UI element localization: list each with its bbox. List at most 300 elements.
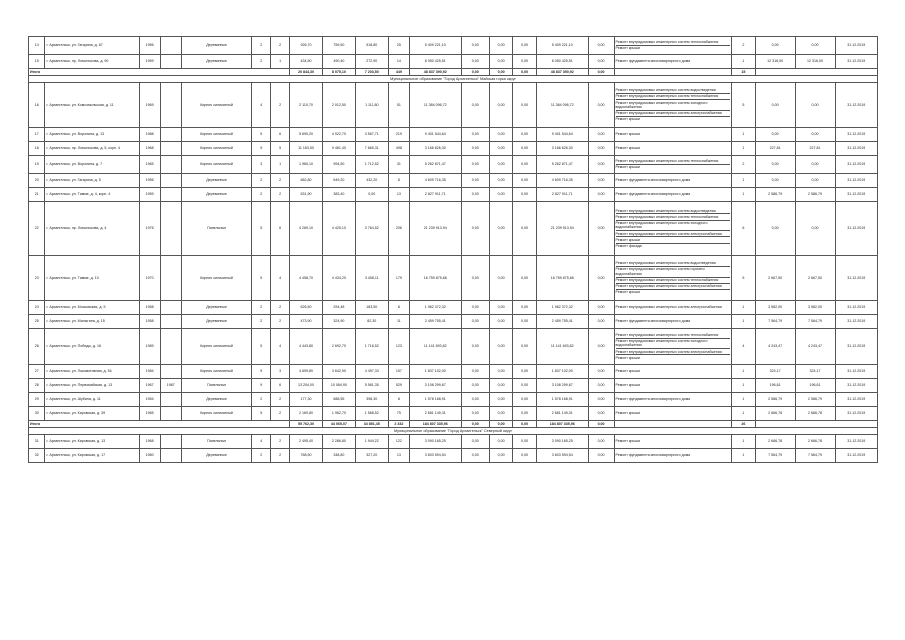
work-type-item: Ремонт крыши [615, 439, 640, 444]
year-built-cell: 1965 [139, 156, 160, 174]
completion-date-cell: 31.12.2019 [835, 55, 877, 69]
work-types-cell [614, 202, 732, 256]
year-renovated-cell [160, 449, 181, 463]
work-type-item: Ремонт крыши [615, 117, 640, 122]
year-renovated-cell [160, 315, 181, 329]
fund-cost-cell: 0,00 [461, 156, 489, 174]
owners-funds-cell: 16 759 875,66 [536, 256, 588, 301]
private-area-cell: 272,90 [355, 55, 388, 69]
work-type-item: Ремонт внутридомовых инженерных систем холодного водоснабжения [616, 100, 731, 111]
year-built-cell: 1970 [139, 256, 160, 301]
unit-cost-cell: 324,17 [755, 365, 795, 379]
work-type-item: Ремонт внутридомовых инженерных систем холодного водоснабжения [616, 339, 731, 350]
entrances-cell: 6 [271, 128, 290, 142]
work-type-item: Ремонт внутридомовых инженерных систем теплоснабжения [616, 159, 731, 165]
fund-cost-cell: 0,00 [461, 393, 489, 407]
completion-date-cell: 31.12.2019 [835, 365, 877, 379]
private-area-cell: 0,00 [355, 188, 388, 202]
regional-budget-cell: 0,00 [489, 83, 513, 128]
other-funds-cell: 0,00 [588, 142, 614, 156]
wall-material-cell: Кирпич силикатный [181, 329, 252, 365]
living-area-cell: 4 922,70 [322, 128, 355, 142]
work-type-item: Ремонт внутридомовых инженерных систем электроснабжения [616, 111, 731, 117]
max-unit-cost-cell: 12 316,00 [795, 55, 835, 69]
year-renovated-cell [160, 37, 181, 55]
municipality-title: Муниципальное образование "Город Архангельск" Северный округ [29, 428, 878, 435]
work-type-item: Ремонт фундамента многоквартирного дома [615, 59, 691, 64]
work-type-item: Ремонт крыши [615, 46, 640, 51]
total-area-cell: 2 495,40 [290, 435, 323, 449]
living-area-cell: 383,40 [322, 188, 355, 202]
wall-material-cell: Деревянные [181, 37, 252, 55]
total-empty-cell [755, 421, 877, 428]
completion-date-cell: 31.12.2019 [835, 407, 877, 421]
wall-material-cell: Кирпич силикатный [181, 128, 252, 142]
wall-material-cell: Кирпич силикатный [181, 83, 252, 128]
work-type-item: Ремонт фундамента многоквартирного дома [615, 319, 691, 324]
entrances-cell: 2 [271, 174, 290, 188]
wall-material-cell: Кирпич силикатный [181, 407, 252, 421]
other-funds-cell: 0,00 [588, 315, 614, 329]
completion-date-cell: 31.12.2019 [835, 83, 877, 128]
work-type-item: Ремонт крыши [615, 383, 640, 388]
unit-cost-cell: 227,81 [755, 142, 795, 156]
max-unit-cost-cell: 2 667,50 [795, 256, 835, 301]
owners-funds-cell: 11 384 096,72 [536, 83, 588, 128]
total-cost-cell: 3 090 165,25 [409, 435, 461, 449]
local-budget-cell: 0,00 [513, 315, 537, 329]
regional-budget-cell: 0,00 [489, 55, 513, 69]
row-number: 15 [29, 55, 45, 69]
table-row [29, 55, 878, 69]
address-cell: г. Архангельск, ул. Локомотивная, д. 54 [45, 365, 139, 379]
living-area-cell: 759,50 [322, 37, 355, 55]
unit-cost-cell: 12 316,00 [755, 55, 795, 69]
fund-cost-cell: 0,00 [461, 202, 489, 256]
fund-cost-cell: 0,00 [461, 329, 489, 365]
work-count-cell: 5 [732, 83, 756, 128]
work-types-cell [614, 55, 732, 69]
unit-cost-cell: 2 667,50 [755, 256, 795, 301]
total-d-cell: 2 332 [388, 421, 409, 428]
entrances-cell: 2 [271, 407, 290, 421]
regional-budget-cell: 0,00 [489, 156, 513, 174]
work-type-item: Ремонт крыши [615, 165, 640, 170]
other-funds-cell: 0,00 [588, 449, 614, 463]
work-types-cell [614, 379, 732, 393]
work-count-cell: 1 [732, 435, 756, 449]
private-area-cell: 1 111,80 [355, 83, 388, 128]
local-budget-cell: 0,00 [513, 393, 537, 407]
work-types-cell [614, 365, 732, 379]
regional-budget-cell: 0,00 [489, 435, 513, 449]
residents-cell: 11 [388, 315, 409, 329]
total-f-cell: 0,00 [461, 69, 489, 76]
living-area-cell: 4 425,10 [322, 202, 355, 256]
private-area-cell: 4 497,33 [355, 365, 388, 379]
year-built-cell: 1965 [139, 407, 160, 421]
living-area-cell: 2 286,80 [322, 435, 355, 449]
work-type-item: Ремонт внутридомовых инженерных систем водоотведения [616, 261, 731, 267]
address-cell: г. Архангельск, ул. Тимме, д. 4, корп. 4 [45, 188, 139, 202]
floors-cell: 5 [252, 407, 271, 421]
fund-cost-cell: 0,00 [461, 315, 489, 329]
fund-cost-cell: 0,00 [461, 301, 489, 315]
address-cell: г. Архангельск, пр. Ломоносова, д. 5, корп. 4 [45, 142, 139, 156]
regional-budget-cell: 0,00 [489, 393, 513, 407]
municipality-row [29, 428, 878, 435]
residents-cell: 219 [388, 128, 409, 142]
completion-date-cell: 31.12.2019 [835, 379, 877, 393]
floors-cell: 5 [252, 128, 271, 142]
total-f-cell: 0,00 [461, 421, 489, 428]
other-funds-cell: 0,00 [588, 365, 614, 379]
max-unit-cost-cell: 227,81 [795, 142, 835, 156]
regional-budget-cell: 0,00 [489, 301, 513, 315]
total-cost-cell: 3 108 299,67 [409, 379, 461, 393]
work-type-item: Ремонт внутридомовых инженерных систем теплоснабжения [616, 214, 731, 220]
residents-cell: 13 [388, 188, 409, 202]
owners-funds-cell: 2 827 911,71 [536, 188, 588, 202]
completion-date-cell: 31.12.2019 [835, 256, 877, 301]
total-cost-cell: 4 609 716,35 [409, 174, 461, 188]
work-types-cell [614, 174, 732, 188]
work-types-cell [614, 128, 732, 142]
table-row [29, 202, 878, 256]
table-row [29, 329, 878, 365]
private-area-cell: 398,30 [355, 393, 388, 407]
total-b-cell: 44 065,07 [322, 421, 355, 428]
year-renovated-cell [160, 202, 181, 256]
work-count-cell: 6 [732, 202, 756, 256]
private-area-cell: 3 567,71 [355, 128, 388, 142]
work-types-cell [614, 142, 732, 156]
address-cell: г. Архангельск, ул. Московская, д. 5 [45, 301, 139, 315]
row-number: 29 [29, 393, 45, 407]
row-number: 30 [29, 407, 45, 421]
row-number: 31 [29, 435, 45, 449]
entrances-cell: 2 [271, 83, 290, 128]
year-built-cell: 1968 [139, 142, 160, 156]
entrances-cell: 1 [271, 55, 290, 69]
work-count-cell: 1 [732, 379, 756, 393]
row-number: 19 [29, 156, 45, 174]
residents-cell: 13 [388, 449, 409, 463]
work-count-cell: 1 [732, 128, 756, 142]
fund-cost-cell: 0,00 [461, 188, 489, 202]
total-cost-cell: 16 759 875,66 [409, 256, 461, 301]
work-type-item: Ремонт внутридомовых инженерных систем теплоснабжения [616, 332, 731, 338]
row-number: 22 [29, 202, 45, 256]
total-area-cell: 473,90 [290, 315, 323, 329]
other-funds-cell: 0,00 [588, 37, 614, 55]
total-work-count-cell: 15 [732, 69, 756, 76]
total-cost-cell: 11 384 096,72 [409, 83, 461, 128]
other-funds-cell: 0,00 [588, 188, 614, 202]
total-area-cell: 13 254,00 [290, 379, 323, 393]
total-i-cell: 184 807 335,96 [536, 421, 588, 428]
total-cost-cell: 2 681 149,31 [409, 407, 461, 421]
table-row [29, 301, 878, 315]
completion-date-cell: 31.12.2019 [835, 393, 877, 407]
work-type-item: Ремонт фундамента многоквартирного дома [615, 453, 691, 458]
total-b-cell: 8 075,10 [322, 69, 355, 76]
work-count-cell: 1 [732, 142, 756, 156]
table-row [29, 365, 878, 379]
work-type-item: Ремонт внутридомовых инженерных систем горячего водоснабжения [616, 267, 731, 278]
total-area-cell: 4 699,80 [290, 365, 323, 379]
local-budget-cell: 0,00 [513, 156, 537, 174]
work-type-item: Ремонт фундамента многоквартирного дома [615, 192, 691, 197]
living-area-cell: 1 962,70 [322, 407, 355, 421]
floors-cell: 2 [252, 393, 271, 407]
unit-cost-cell: 7 564,79 [755, 315, 795, 329]
fund-cost-cell: 0,00 [461, 128, 489, 142]
local-budget-cell: 0,00 [513, 365, 537, 379]
fund-cost-cell: 0,00 [461, 365, 489, 379]
work-type-item: Ремонт фасада [615, 243, 642, 248]
year-built-cell: 1967 [139, 379, 160, 393]
unit-cost-cell: 4 243,47 [755, 329, 795, 365]
total-i-cell: 48 837 390,92 [536, 69, 588, 76]
entrances-cell: 2 [271, 301, 290, 315]
total-empty-cell [614, 421, 732, 428]
other-funds-cell: 0,00 [588, 256, 614, 301]
total-j-cell: 0,00 [588, 421, 614, 428]
residents-cell: 179 [388, 256, 409, 301]
total-g-cell: 0,00 [489, 421, 513, 428]
wall-material-cell: Кирпич силикатный [181, 156, 252, 174]
work-type-item: Ремонт внутридомовых инженерных систем водоотведения [616, 88, 731, 94]
residents-cell: 123 [388, 329, 409, 365]
owners-funds-cell: 2 681 149,31 [536, 407, 588, 421]
total-area-cell: 531,90 [290, 188, 323, 202]
total-cost-cell: 21 239 913,94 [409, 202, 461, 256]
floors-cell: 2 [252, 37, 271, 55]
work-count-cell: 1 [732, 301, 756, 315]
residents-cell: 51 [388, 83, 409, 128]
unit-cost-cell: 0,00 [755, 83, 795, 128]
total-cost-cell: 9 401 544,64 [409, 128, 461, 142]
living-area-cell: 9 461,40 [322, 142, 355, 156]
total-area-cell: 2 110,70 [290, 83, 323, 128]
address-cell: г. Архангельск, ул. Кировская, д. 39 [45, 407, 139, 421]
year-built-cell: 1959 [139, 55, 160, 69]
work-type-item: Ремонт внутридомовых инженерных систем электроснабжения [616, 349, 731, 355]
year-renovated-cell [160, 83, 181, 128]
other-funds-cell: 0,00 [588, 393, 614, 407]
living-area-cell: 10 084,90 [322, 379, 355, 393]
row-number: 28 [29, 379, 45, 393]
year-built-cell: 1960 [139, 449, 160, 463]
year-renovated-cell [160, 128, 181, 142]
row-number: 14 [29, 37, 45, 55]
fund-cost-cell: 0,00 [461, 83, 489, 128]
wall-material-cell: Панельные [181, 202, 252, 256]
completion-date-cell: 31.12.2019 [835, 142, 877, 156]
table-row [29, 379, 878, 393]
living-area-cell: 294,48 [322, 301, 355, 315]
year-renovated-cell [160, 365, 181, 379]
floors-cell: 2 [252, 188, 271, 202]
address-cell: г. Архангельск, ул. Кировская, д. 13 [45, 435, 139, 449]
entrances-cell: 2 [271, 315, 290, 329]
work-type-item: Ремонт крыши [615, 369, 640, 374]
wall-material-cell: Панельные [181, 435, 252, 449]
total-cost-cell: 2 459 755,41 [409, 315, 461, 329]
year-renovated-cell [160, 407, 181, 421]
other-funds-cell: 0,00 [588, 174, 614, 188]
max-unit-cost-cell: 2 586,79 [795, 393, 835, 407]
living-area-cell: 490,40 [322, 55, 355, 69]
fund-cost-cell: 0,00 [461, 55, 489, 69]
row-number: 21 [29, 188, 45, 202]
unit-cost-cell: 2 586,79 [755, 188, 795, 202]
floors-cell: 2 [252, 55, 271, 69]
row-number: 16 [29, 83, 45, 128]
year-built-cell: 1988 [139, 128, 160, 142]
address-cell: г. Архангельск, ул. Воронина, д. 13 [45, 128, 139, 142]
work-count-cell: 1 [732, 188, 756, 202]
completion-date-cell: 31.12.2019 [835, 315, 877, 329]
private-area-cell: 5 561,35 [355, 379, 388, 393]
table-row [29, 393, 878, 407]
work-types-cell [614, 37, 732, 55]
year-renovated-cell [160, 329, 181, 365]
year-built-cell: 1976 [139, 202, 160, 256]
total-a-cell: 20 844,30 [290, 69, 323, 76]
max-unit-cost-cell: 2 586,79 [795, 188, 835, 202]
year-renovated-cell [160, 301, 181, 315]
year-renovated-cell: 1987 [160, 379, 181, 393]
fund-cost-cell: 0,00 [461, 449, 489, 463]
fund-cost-cell: 0,00 [461, 142, 489, 156]
owners-funds-cell: 21 239 913,94 [536, 202, 588, 256]
local-budget-cell: 0,00 [513, 329, 537, 365]
entrances-cell: 6 [271, 202, 290, 256]
owners-funds-cell: 2 459 755,41 [536, 315, 588, 329]
owners-funds-cell: 11 141 693,82 [536, 329, 588, 365]
address-cell: г. Архангельск, ул. Тимме, д. 10 [45, 256, 139, 301]
total-d-cell: 449 [388, 69, 409, 76]
owners-funds-cell: 1 962 372,32 [536, 301, 588, 315]
regional-budget-cell: 0,00 [489, 379, 513, 393]
total-area-cell: 177,30 [290, 393, 323, 407]
work-count-cell: 1 [732, 174, 756, 188]
year-built-cell: 1959 [139, 188, 160, 202]
local-budget-cell: 0,00 [513, 142, 537, 156]
work-type-item: Ремонт внутридомовых инженерных систем водоотведения [616, 208, 731, 214]
private-area-cell: 518,80 [355, 37, 388, 55]
capital-repair-register-table [28, 36, 878, 463]
local-budget-cell: 0,00 [513, 174, 537, 188]
total-cost-cell: 2 827 911,71 [409, 188, 461, 202]
private-area-cell: 183,50 [355, 301, 388, 315]
work-count-cell: 4 [732, 329, 756, 365]
total-area-cell: 926,70 [290, 37, 323, 55]
entrances-cell: 1 [271, 156, 290, 174]
year-built-cell: 1956 [139, 37, 160, 55]
residents-cell: 8 [388, 301, 409, 315]
entrances-cell: 4 [271, 256, 290, 301]
unit-cost-cell: 2 586,79 [755, 393, 795, 407]
row-number: 27 [29, 365, 45, 379]
floors-cell: 3 [252, 156, 271, 174]
local-budget-cell: 0,00 [513, 188, 537, 202]
table-row [29, 435, 878, 449]
work-type-item: Ремонт внутридомовых инженерных систем теплоснабжения [616, 94, 731, 100]
regional-budget-cell: 0,00 [489, 37, 513, 55]
total-cost-cell: 5 409 221,10 [409, 37, 461, 55]
row-number: 26 [29, 329, 45, 365]
residents-cell: 14 [388, 55, 409, 69]
fund-cost-cell: 0,00 [461, 379, 489, 393]
work-count-cell: 1 [732, 393, 756, 407]
work-count-cell: 1 [732, 55, 756, 69]
floors-cell: 4 [252, 83, 271, 128]
other-funds-cell: 0,00 [588, 301, 614, 315]
living-area-cell: 2 692,70 [322, 329, 355, 365]
address-cell: г. Архангельск, ул. Победы, д. 16 [45, 329, 139, 365]
year-built-cell: 1984 [139, 365, 160, 379]
total-area-cell: 434,50 [290, 55, 323, 69]
owners-funds-cell: 3 108 299,67 [536, 379, 588, 393]
floors-cell: 5 [252, 256, 271, 301]
completion-date-cell: 31.12.2019 [835, 435, 877, 449]
table-row [29, 449, 878, 463]
living-area-cell: 649,20 [322, 174, 355, 188]
year-renovated-cell [160, 435, 181, 449]
table-row [29, 315, 878, 329]
private-area-cell: 1 718,52 [355, 329, 388, 365]
unit-cost-cell: 196,61 [755, 379, 795, 393]
wall-material-cell: Кирпич силикатный [181, 256, 252, 301]
row-number: 17 [29, 128, 45, 142]
wall-material-cell: Панельные [181, 379, 252, 393]
residents-cell: 206 [388, 202, 409, 256]
work-type-item: Ремонт внутридомовых инженерных систем холодного водоснабжения [616, 221, 731, 232]
table-row [29, 407, 878, 421]
owners-funds-cell: 1 837 102,00 [536, 365, 588, 379]
unit-cost-cell: 7 564,79 [755, 449, 795, 463]
address-cell: г. Архангельск, ул. Шубина, д. 11 [45, 393, 139, 407]
regional-budget-cell: 0,00 [489, 202, 513, 256]
entrances-cell: 2 [271, 435, 290, 449]
fund-cost-cell: 0,00 [461, 435, 489, 449]
year-built-cell: 1958 [139, 301, 160, 315]
entrances-cell: 2 [271, 393, 290, 407]
address-cell: г. Архангельск, ул. Комсомольская, д. 11 [45, 83, 139, 128]
living-area-cell: 348,80 [322, 449, 355, 463]
floors-cell: 2 [252, 174, 271, 188]
regional-budget-cell: 0,00 [489, 365, 513, 379]
completion-date-cell: 31.12.2019 [835, 301, 877, 315]
total-g-cell: 0,00 [489, 69, 513, 76]
unit-cost-cell: 0,00 [755, 128, 795, 142]
work-count-cell: 1 [732, 449, 756, 463]
local-budget-cell: 0,00 [513, 449, 537, 463]
owners-funds-cell: 1 578 168,91 [536, 393, 588, 407]
table-row [29, 174, 878, 188]
table-row [29, 156, 878, 174]
address-cell: г. Архангельск, ул. Воронина, д. 7 [45, 156, 139, 174]
total-area-cell: 626,50 [290, 301, 323, 315]
unit-cost-cell: 0,00 [755, 202, 795, 256]
work-type-item: Ремонт внутридомовых инженерных систем теплоснабжения [616, 278, 731, 284]
address-cell: г. Архангельск, ул. Гагарина, д. 5 [45, 174, 139, 188]
floors-cell: 2 [252, 315, 271, 329]
year-renovated-cell [160, 393, 181, 407]
